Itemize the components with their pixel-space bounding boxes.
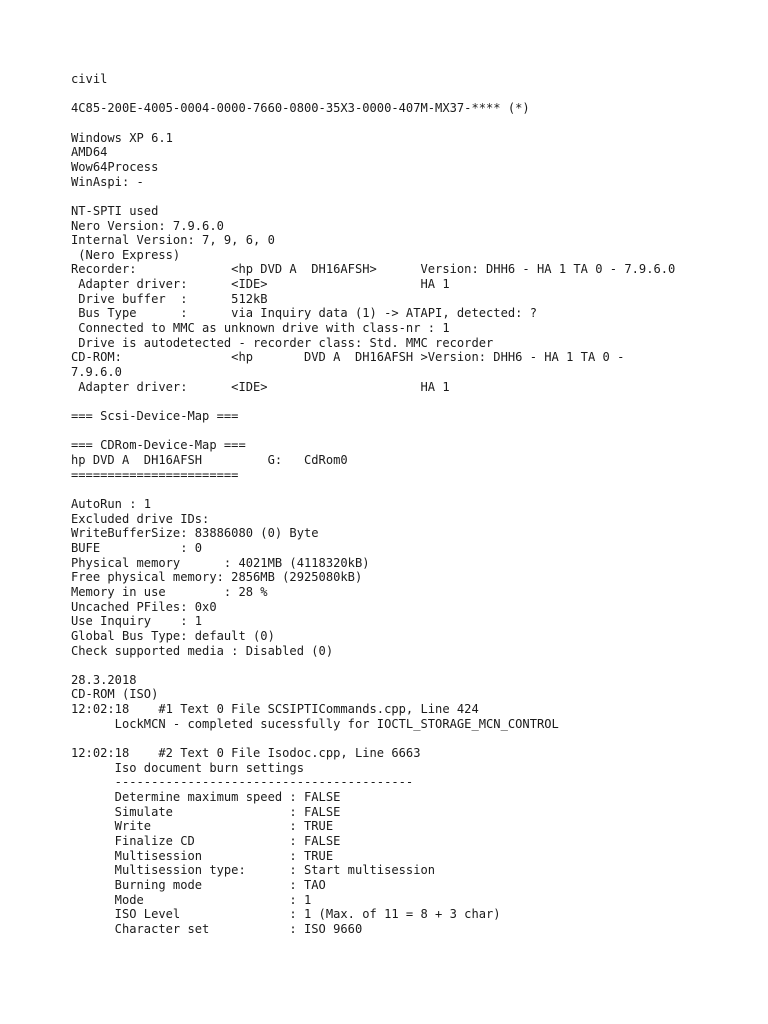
log-line: Wow64Process	[71, 159, 159, 174]
log-line: hp DVD A DH16AFSH G: CdRom0	[71, 452, 348, 467]
log-line: Recorder: <hp DVD A DH16AFSH> Version: DHH6 - HA 1 TA 0 - 7.9.6.0	[71, 262, 676, 277]
log-line: (Nero Express)	[71, 247, 181, 262]
log-line: Check supported media : Disabled (0)	[71, 643, 334, 658]
log-line: Character set : ISO 9660	[71, 921, 363, 936]
log-line: WriteBufferSize: 83886080 (0) Byte	[71, 526, 319, 541]
log-line: Write : TRUE	[71, 819, 334, 834]
log-line: Free physical memory: 2856MB (2925080kB)	[71, 570, 363, 585]
log-line: NT-SPTI used	[71, 203, 159, 218]
log-line: Uncached PFiles: 0x0	[71, 599, 217, 614]
log-line	[71, 482, 751, 497]
log-line: Global Bus Type: default (0)	[71, 628, 275, 643]
log-line: Adapter driver: <IDE> HA 1	[71, 277, 450, 292]
log-line: Finalize CD : FALSE	[71, 834, 341, 848]
log-line: Memory in use : 28 %	[71, 584, 268, 599]
log-line	[71, 116, 751, 131]
log-line: BUFE : 0	[71, 540, 203, 555]
log-line: WinAspi: -	[71, 174, 144, 189]
log-line	[71, 731, 751, 746]
log-line: Drive buffer : 512kB	[71, 291, 268, 306]
log-document	[71, 72, 751, 951]
log-line: Iso document burn settings	[71, 760, 304, 775]
log-line: Excluded drive IDs:	[71, 511, 210, 526]
log-line	[71, 658, 751, 673]
log-line: Internal Version: 7, 9, 6, 0	[71, 233, 275, 248]
log-line: === Scsi-Device-Map ===	[71, 409, 239, 424]
log-line: =======================	[71, 467, 239, 482]
log-line: Mode : 1	[71, 892, 312, 907]
log-line: Simulate : FALSE	[71, 804, 341, 819]
log-line: CD-ROM (ISO)	[71, 687, 159, 702]
log-line: === CDRom-Device-Map ===	[71, 438, 246, 453]
log-line: CD-ROM: <hp DVD A DH16AFSH >Version: DHH6 - HA 1 TA 0 -	[71, 350, 625, 365]
log-line: Drive is autodetected - recorder class: Std. MMC recorder	[71, 335, 494, 350]
log-line	[71, 394, 751, 409]
log-line	[71, 87, 751, 102]
log-line: 28.3.2018	[71, 672, 137, 687]
log-line: Windows XP 6.1	[71, 130, 173, 145]
log-line: Multisession type: : Start multisession	[71, 863, 436, 878]
log-line: 4C85-200E-4005-0004-0000-7660-0800-35X3-0000-407M-MX37-**** (*)	[71, 101, 530, 116]
log-line: LockMCN - completed sucessfully for IOCTL_STORAGE_MCN_CONTROL	[71, 716, 559, 731]
log-line	[71, 189, 751, 204]
log-line: Nero Version: 7.9.6.0	[71, 218, 224, 233]
log-line	[71, 937, 751, 952]
log-line: Physical memory : 4021MB (4118320kB)	[71, 555, 370, 570]
log-line: AMD64	[71, 145, 108, 160]
log-line: Use Inquiry : 1	[71, 614, 203, 629]
log-line: AutoRun : 1	[71, 496, 152, 511]
log-line: 12:02:18 #1 Text 0 File SCSIPTICommands.cpp, Line 424	[71, 702, 479, 717]
log-line: Adapter driver: <IDE> HA 1	[71, 379, 450, 394]
log-line: Bus Type : via Inquiry data (1) -> ATAPI, detected: ?	[71, 306, 537, 321]
log-line: -----------------------------------------	[71, 775, 414, 790]
log-line: 12:02:18 #2 Text 0 File Isodoc.cpp, Line 6663	[71, 746, 421, 761]
log-line	[71, 424, 751, 439]
log-line: ISO Level : 1 (Max. of 11 = 8 + 3 char)	[71, 907, 501, 922]
log-line: Connected to MMC as unknown drive with class-nr : 1	[71, 321, 450, 336]
log-line: civil	[71, 72, 108, 86]
log-line: Determine maximum speed : FALSE	[71, 790, 341, 805]
log-line: Multisession : TRUE	[71, 848, 334, 863]
log-line: 7.9.6.0	[71, 365, 122, 380]
log-line: Burning mode : TAO	[71, 877, 326, 892]
